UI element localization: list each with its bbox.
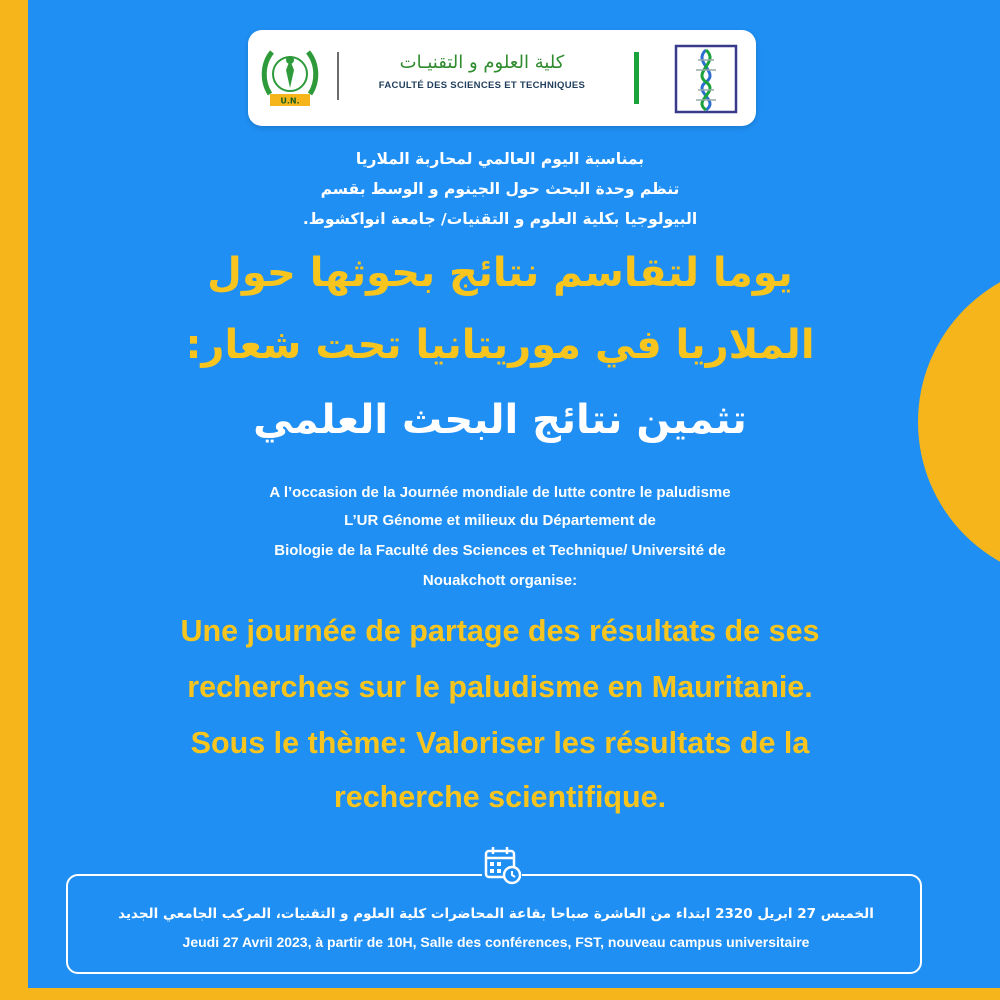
event-info-arabic: الخميس 27 ابريل 2320 ابتداء من العاشرة صباحا بقاعة المحاضرات كلية العلوم و التقنيات، المركب الجامعي الجديد <box>118 906 874 922</box>
french-intro-line-4: Nouakchott organise: <box>422 572 578 589</box>
french-title-line-3: Sous le thème: Valoriser les résultats de la <box>190 726 810 760</box>
right-accent-circle <box>918 262 1000 582</box>
header-divider <box>337 52 339 100</box>
french-intro-line-2: L’UR Génome et milieux du Département de <box>344 512 656 529</box>
french-intro-line-3: Biologie de la Faculté des Sciences et Technique/ Université de <box>274 542 726 559</box>
french-title-line-2: recherches sur le paludisme en Mauritanie. <box>187 670 813 704</box>
university-seal-icon <box>260 44 320 114</box>
arabic-intro-line-1: بمناسبة اليوم العالمي لمحاربة الملاريا <box>355 150 645 168</box>
arabic-intro-line-3: البيولوجيا بكلية العلوم و التقنيات/ جامعة انواكشوط. <box>302 210 698 228</box>
event-info-box <box>66 874 922 974</box>
left-accent-strip <box>0 0 28 1000</box>
dna-logo-icon <box>670 42 742 116</box>
arabic-intro-line-2: تنظم وحدة البحث حول الجينوم و الوسط بقسم <box>320 180 680 198</box>
french-title-line-4: recherche scientifique. <box>333 780 667 814</box>
french-title-line-1: Une journée de partage des résultats de ses <box>180 614 820 648</box>
event-info-french: Jeudi 27 Avril 2023, à partir de 10H, Salle des conférences, FST, nouveau campus universitaire <box>182 934 810 950</box>
faculty-name-arabic: كلية العلوم و التقنيـات <box>399 52 565 73</box>
faculty-name-french: FACULTÉ DES SCIENCES ET TECHNIQUES <box>378 80 586 91</box>
seal-label: U.N. <box>280 96 300 106</box>
arabic-title-line-1: يوما لتقاسم نتائج بحوثها حول <box>207 250 793 296</box>
french-intro-line-1: A l’occasion de la Journée mondiale de lutte contre le paludisme <box>269 484 731 501</box>
bottom-accent-strip <box>0 988 1000 1000</box>
header-logo-card <box>248 30 756 126</box>
header-green-divider <box>634 52 639 104</box>
arabic-slogan: تثمين نتائج البحث العلمي <box>253 397 747 443</box>
calendar-clock-icon <box>480 843 524 887</box>
arabic-title-line-2: الملاريا في موريتانيا تحت شعار: <box>185 322 815 368</box>
